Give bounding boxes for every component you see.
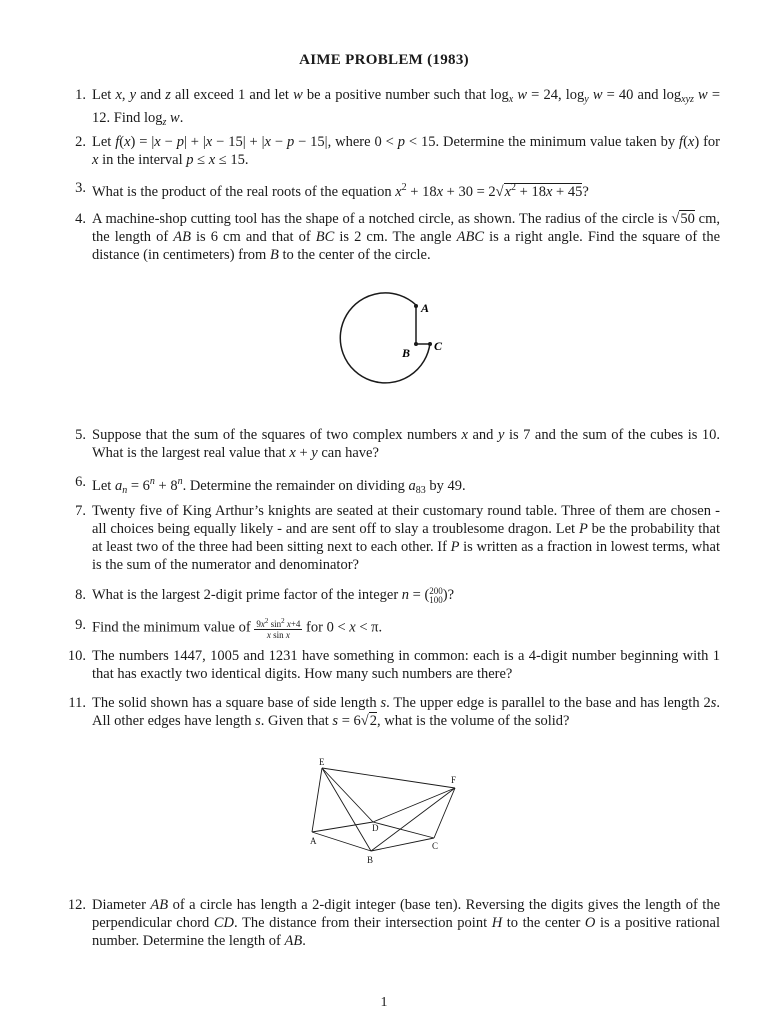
problem-5: 5. Suppose that the sum of the squares of two complex numbers x and y is 7 and the sum of the cubes is 10. What is the largest real value that x + y can have?	[60, 426, 720, 462]
problem-number: 12.	[67, 897, 86, 913]
problem-number: 3.	[75, 180, 86, 196]
point-label-b: B	[402, 346, 411, 360]
page-title: AIME PROBLEM (1983)	[299, 52, 469, 68]
problem-number: 1.	[75, 87, 86, 103]
problem-number: 10.	[67, 648, 86, 664]
problem-8: 8. What is the largest 2-digit prime factor of the integer n = ( 200 100 )?	[60, 586, 720, 605]
point-label-c: C	[434, 339, 443, 353]
problem-4: 4. A machine-shop cutting tool has the shape of a notched circle, as shown. The radius of the circle is √50 cm, the length of AB is 6 cm and that of BC is 2 cm. The angle ABC is a right angle. Find the square of the distance (in centimeters) from B to the center of the circle.	[60, 210, 720, 264]
notched-circle-figure	[320, 288, 460, 398]
problem-12: 12. Diameter AB of a circle has length a 2-digit integer (base ten). Reversing the digits gives the length of the perpendicular chord CD. The distance from their intersection point H to the center O is a positive rational number. Determine the length of AB.	[60, 896, 720, 950]
vertex-label-d: D	[372, 823, 379, 833]
vertex-label-a: A	[310, 836, 317, 846]
problem-number: 9.	[75, 617, 86, 633]
problem-3: 3. What is the product of the real roots of the equation $x^2 + 18x + 30 = 2√x^2 + 18x + 45$?	[60, 179, 720, 201]
problem-1: 1. Let x, y and z all exceed 1 and let w be a positive number such that $\log_x w = 24$, $\log_y w = 40$ and $\log_{xyz} w = 12$. Find $\log_z w$.	[60, 86, 720, 132]
solid-figure	[300, 756, 480, 866]
problem-number: 2.	[75, 134, 86, 150]
problem-number: 8.	[75, 587, 86, 603]
problem-number: 4.	[75, 211, 86, 227]
problem-number: 11.	[68, 695, 86, 711]
vertex-label-e: E	[319, 757, 325, 767]
problem-7: 7. Twenty five of King Arthur’s knights are seated at their customary round table. Three of them are chosen - all choices being equally likely - and are sent off to slay a troublesome dragon. Let P be the probability that at least two of the three had been sitting next to each other. If P is written as a fraction in lowest terms, what is the sum of the numerator and denominator?	[60, 502, 720, 574]
vertex-label-b: B	[367, 855, 374, 865]
problem-2: 2. Let f(x) = |x − p| + |x − 15| + |x − p − 15|, where 0 < p < 15. Determine the minimum value taken by f(x) for x in the interval p ≤ x ≤ 15.	[60, 133, 720, 169]
problem-11: 11. The solid shown has a square base of side length s. The upper edge is parallel to the base and has length 2s. All other edges have length s. Given that s = 6√2, what is the volume of the solid?	[60, 694, 720, 730]
point-label-a: A	[421, 301, 430, 315]
problem-number: 7.	[75, 503, 86, 519]
problem-number: 5.	[75, 427, 86, 443]
vertex-label-f: F	[451, 775, 457, 785]
problem-10: 10. The numbers 1447, 1005 and 1231 have something in common: each is a 4-digit number beginning with 1 that has exactly two identical digits. How many such numbers are there?	[60, 647, 720, 683]
problem-number: 6.	[75, 474, 86, 490]
problem-9: 9. Find the minimum value of $\frac{9x^2 \sin^2 x+4}{\text{x sin x}}$ for 0 < x < π.	[60, 616, 720, 640]
vertex-label-c: C	[432, 841, 439, 851]
problem-6: 6. Let $a_n = 6^n + 8^n$. Determine the remainder on dividing $a_{83}$ by 49.	[60, 473, 720, 500]
page-number: 1	[380, 995, 388, 1010]
